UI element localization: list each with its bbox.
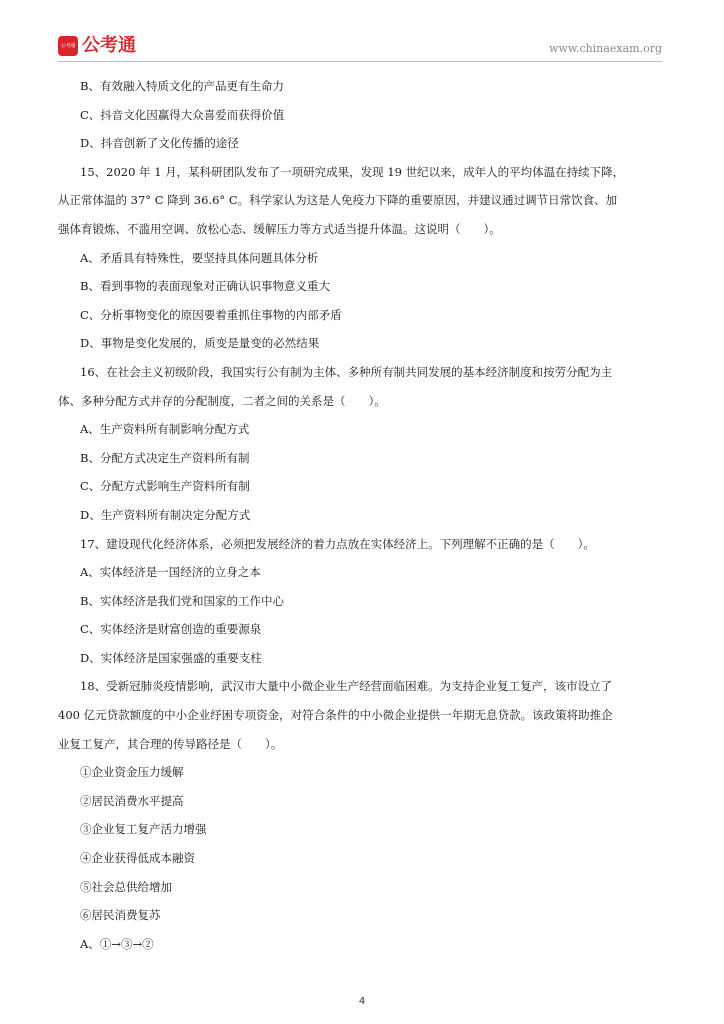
option-line: A、实体经济是一国经济的立身之本	[80, 565, 261, 580]
logo-text: 公考通	[82, 35, 136, 56]
question-18-line: 400 亿元贷款额度的中小企业纾困专项资金，对符合条件的中小微企业提供一年期无息贷款。该政策将助推企	[58, 708, 613, 723]
option-line: B、实体经济是我们党和国家的工作中心	[80, 593, 284, 608]
option-line: D、抖音创新了文化传播的途径	[80, 136, 239, 151]
document-body	[58, 72, 664, 958]
statement-line: ⑥居民消费复苏	[80, 908, 161, 923]
option-line: B、分配方式决定生产资料所有制	[80, 450, 250, 465]
statement-line: ①企业资金压力缓解	[80, 765, 184, 780]
option-line: C、实体经济是财富创造的重要源泉	[80, 622, 262, 637]
logo-badge: 公考通	[58, 36, 78, 56]
header-divider	[58, 61, 662, 62]
statement-line: ④企业获得低成本融资	[80, 851, 195, 866]
option-line: A、矛盾具有特殊性，要坚持具体问题具体分析	[80, 250, 319, 265]
option-line: C、分析事物变化的原因要着重抓住事物的内部矛盾	[80, 307, 342, 322]
site-url: www.chinaexam.org	[549, 42, 662, 55]
option-line: C、抖音文化因赢得大众喜爱而获得价值	[80, 107, 285, 122]
question-16-line: 体、多种分配方式并存的分配制度，二者之间的关系是（ ）。	[58, 393, 386, 408]
statement-line: ③企业复工复产活力增强	[80, 822, 207, 837]
statement-line: ②居民消费水平提高	[80, 793, 184, 808]
page-number: 4	[358, 996, 366, 1007]
option-line: A、生产资料所有制影响分配方式	[80, 422, 250, 437]
option-line: C、分配方式影响生产资料所有制	[80, 479, 250, 494]
question-16-line: 16、在社会主义初级阶段，我国实行公有制为主体、多种所有制共同发展的基本经济制度和按劳分配为主	[80, 364, 613, 379]
question-18-line: 18、受新冠肺炎疫情影响，武汉市大量中小微企业生产经营面临困难。为支持企业复工复产，该市设立了	[80, 679, 613, 694]
page-header	[58, 34, 662, 60]
question-15-line: 强体育锻炼、不滥用空调、放松心态、缓解压力等方式适当提升体温。这说明（ ）。	[58, 221, 501, 236]
question-17-line: 17、建设现代化经济体系，必须把发展经济的着力点放在实体经济上。下列理解不正确的是（ ）。	[80, 536, 595, 551]
question-15-line: 15、2020 年 1 月，某科研团队发布了一项研究成果，发现 19 世纪以来，成年人的平均体温在持续下降，	[80, 164, 625, 179]
question-18-line: 业复工复产，其合理的传导路径是（ ）。	[58, 736, 283, 751]
option-line: A、①→③→②	[80, 936, 154, 951]
option-line: D、实体经济是国家强盛的重要支柱	[80, 650, 262, 665]
option-line: B、有效融入特质文化的产品更有生命力	[80, 79, 284, 93]
option-line: B、看到事物的表面现象对正确认识事物意义重大	[80, 279, 330, 294]
question-15-line: 从正常体温的 37° C 降到 36.6° C。科学家认为这是人免疫力下降的重要原因，并建议通过调节日常饮食、加	[58, 193, 618, 208]
option-line: D、生产资料所有制决定分配方式	[80, 507, 251, 522]
statement-line: ⑤社会总供给增加	[80, 879, 172, 894]
option-line: D、事物是变化发展的，质变是量变的必然结果	[80, 336, 320, 351]
